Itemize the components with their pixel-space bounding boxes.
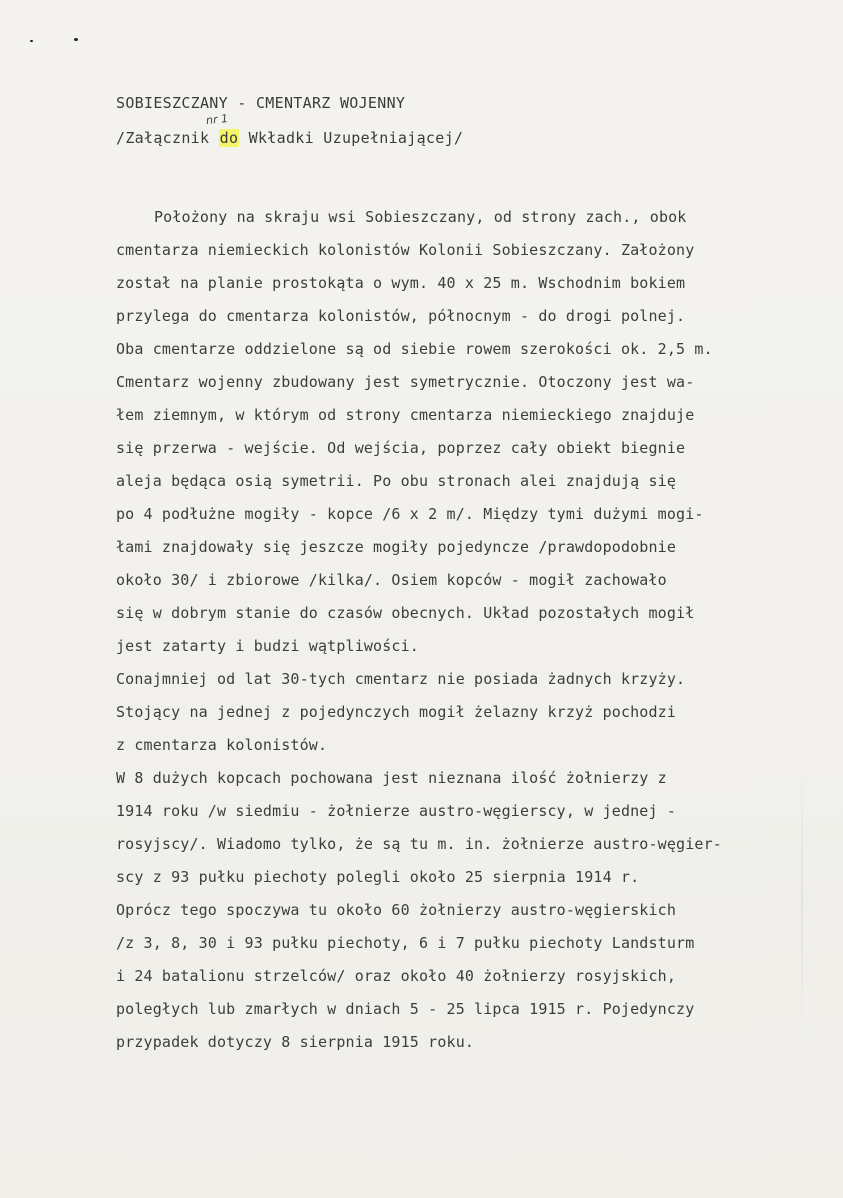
document-title: SOBIESZCZANY - CMENTARZ WOJENNY	[116, 94, 406, 112]
text-line: cmentarza niemieckich kolonistów Kolonii Sobieszczany. Założony	[116, 241, 695, 259]
text-line: /z 3, 8, 30 i 93 pułku piechoty, 6 i 7 pułku piechoty Landsturm	[116, 934, 695, 952]
text-line: poległych lub zmarłych w dniach 5 - 25 lipca 1915 r. Pojedynczy	[116, 1000, 695, 1018]
text-line: i 24 batalionu strzelców/ oraz około 40 żołnierzy rosyjskich,	[116, 967, 677, 985]
text-line: przylega do cmentarza kolonistów, północnym - do drogi polnej.	[116, 307, 686, 325]
subtitle-part: /Załącznik	[116, 129, 219, 147]
document-body	[116, 201, 816, 1059]
text-line: jest zatarty i budzi wątpliwości.	[116, 637, 419, 655]
text-line: aleja będąca osią symetrii. Po obu stronach alei znajdują się	[116, 472, 677, 490]
text-line: się w dobrym stanie do czasów obecnych. Układ pozostałych mogił	[116, 604, 695, 622]
text-line: Conajmniej od lat 30-tych cmentarz nie posiada żadnych krzyży.	[116, 670, 686, 688]
scan-specks	[30, 30, 90, 50]
text-line: przypadek dotyczy 8 sierpnia 1915 roku.	[116, 1033, 475, 1051]
scan-speck	[74, 38, 78, 41]
text-line: 1914 roku /w siedmiu - żołnierze austro-węgierscy, w jednej -	[116, 802, 677, 820]
text-line: łami znajdowały się jeszcze mogiły pojedyncze /prawdopodobnie	[116, 538, 677, 556]
text-line: został na planie prostokąta o wym. 40 x 25 m. Wschodnim bokiem	[116, 274, 686, 292]
paper-fold-shadow	[801, 760, 803, 1040]
document-subtitle	[116, 129, 463, 147]
text-line: się przerwa - wejście. Od wejścia, poprzez cały obiekt biegnie	[116, 439, 686, 457]
subtitle-part: Wkładki Uzupełniającej/	[239, 129, 464, 147]
text-line: Stojący na jednej z pojedynczych mogił żelazny krzyż pochodzi	[116, 703, 677, 721]
text-line: Położony na skraju wsi Sobieszczany, od strony zach., obok	[154, 208, 687, 226]
text-line: około 30/ i zbiorowe /kilka/. Osiem kopców - mogił zachowało	[116, 571, 667, 589]
text-line: scy z 93 pułku piechoty polegli około 25 sierpnia 1914 r.	[116, 868, 640, 886]
text-line: Oba cmentarze oddzielone są od siebie rowem szerokości ok. 2,5 m.	[116, 340, 713, 358]
text-line: łem ziemnym, w którym od strony cmentarza niemieckiego znajduje	[116, 406, 695, 424]
text-line: rosyjscy/. Wiadomo tylko, że są tu m. in. żołnierze austro-węgier-	[116, 835, 722, 853]
text-line: W 8 dużych kopcach pochowana jest nieznana ilość żołnierzy z	[116, 769, 667, 787]
text-line: z cmentarza kolonistów.	[116, 736, 328, 754]
text-line: po 4 podłużne mogiły - kopce /6 x 2 m/. Między tymi dużymi mogi-	[116, 505, 704, 523]
handwritten-annotation: nr 1	[205, 111, 229, 128]
text-line: Cmentarz wojenny zbudowany jest symetrycznie. Otoczony jest wa-	[116, 373, 695, 391]
scan-speck	[30, 40, 33, 42]
text-line: Oprócz tego spoczywa tu około 60 żołnierzy austro-węgierskich	[116, 901, 677, 919]
highlighted-word: do	[219, 129, 239, 147]
